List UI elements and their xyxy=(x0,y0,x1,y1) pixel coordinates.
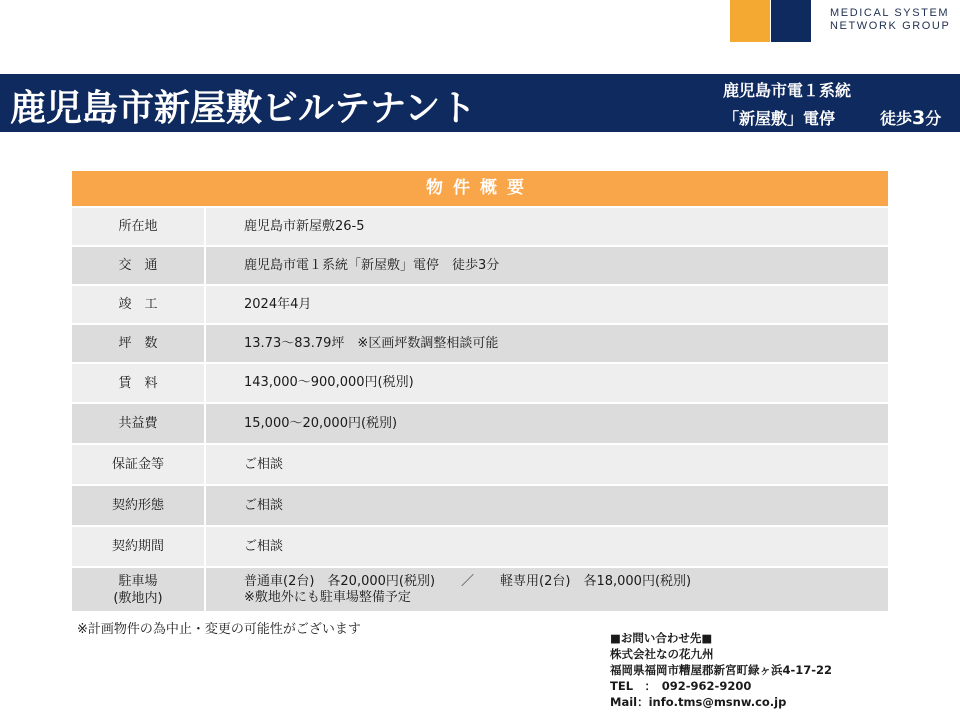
contact-mail[interactable]: Mail：info.tms@msnw.co.jp xyxy=(610,695,787,709)
row-value: 13.73～83.79坪 ※区画坪数調整相談可能 xyxy=(244,335,499,351)
row-value: ご相談 xyxy=(244,538,284,554)
row-label: 契約期間 xyxy=(72,527,206,566)
contact-company: 株式会社なの花九州 xyxy=(610,647,714,661)
row-label: 交 通 xyxy=(72,247,206,284)
table-row xyxy=(72,325,888,364)
row-value-line1: 普通車(2台) 各20,000円(税別) ／ 軽専用(2台) 各18,000円(税別) xyxy=(244,573,692,589)
table-row xyxy=(72,445,888,486)
access-line2: 「新屋敷」電停 xyxy=(723,109,836,128)
row-value: 143,000～900,000円(税別) xyxy=(244,375,414,390)
row-label: 所在地 xyxy=(72,208,206,245)
access-walk xyxy=(880,106,941,129)
row-value: 15,000～20,000円(税別) xyxy=(244,415,398,431)
table-row xyxy=(72,404,888,445)
logo-orange-square xyxy=(730,0,770,42)
row-label-line1: 駐車場 xyxy=(118,573,158,589)
table-row xyxy=(72,247,888,286)
table-row xyxy=(72,208,888,247)
access-walk-prefix: 徒歩 xyxy=(880,109,913,128)
row-label: 賃 料 xyxy=(72,364,206,402)
table-row xyxy=(72,486,888,527)
row-label: 保証金等 xyxy=(72,445,206,484)
row-value: 鹿児島市電１系統「新屋敷」電停 徒歩3分 xyxy=(244,257,500,273)
row-label xyxy=(72,568,206,611)
page-title: 鹿児島市新屋敷ビルテナント xyxy=(10,88,477,129)
company-logo xyxy=(730,0,951,42)
contact-address: 福岡県福岡市糟屋郡新宮町緑ヶ浜4-17-22 xyxy=(610,663,833,677)
disclaimer-note: ※計画物件の為中止・変更の可能性がございます xyxy=(77,622,361,637)
logo-navy-square xyxy=(771,0,811,42)
logo-line2: NETWORK GROUP xyxy=(830,20,951,32)
table-row xyxy=(72,527,888,568)
row-label-line2: (敷地内) xyxy=(113,590,163,606)
row-value: ご相談 xyxy=(244,497,284,513)
logo-line1: MEDICAL SYSTEM xyxy=(830,7,950,19)
access-line1: 鹿児島市電１系統 xyxy=(723,81,852,100)
table-heading: 物件概要 xyxy=(72,171,888,208)
table-row xyxy=(72,364,888,404)
access-walk-suffix: 分 xyxy=(925,109,942,128)
title-bar xyxy=(0,74,960,132)
logo-text xyxy=(830,7,950,33)
table-row xyxy=(72,286,888,325)
row-value: 2024年4月 xyxy=(244,296,312,312)
row-value-line2: ※敷地外にも駐車場整備予定 xyxy=(244,589,411,605)
table-row xyxy=(72,568,888,611)
row-value: 鹿児島市新屋敷26-5 xyxy=(244,218,365,234)
row-value: ご相談 xyxy=(244,456,284,472)
access-walk-num: 3 xyxy=(912,107,926,129)
row-label: 竣 工 xyxy=(72,286,206,323)
property-summary-table xyxy=(72,171,888,611)
row-value xyxy=(206,568,888,611)
contact-heading: ■お問い合わせ先■ xyxy=(610,631,713,645)
row-label: 共益費 xyxy=(72,404,206,443)
contact-tel: TEL ： 092-962-9200 xyxy=(610,679,752,693)
row-label: 契約形態 xyxy=(72,486,206,525)
contact-info xyxy=(610,630,832,710)
row-label: 坪 数 xyxy=(72,325,206,362)
